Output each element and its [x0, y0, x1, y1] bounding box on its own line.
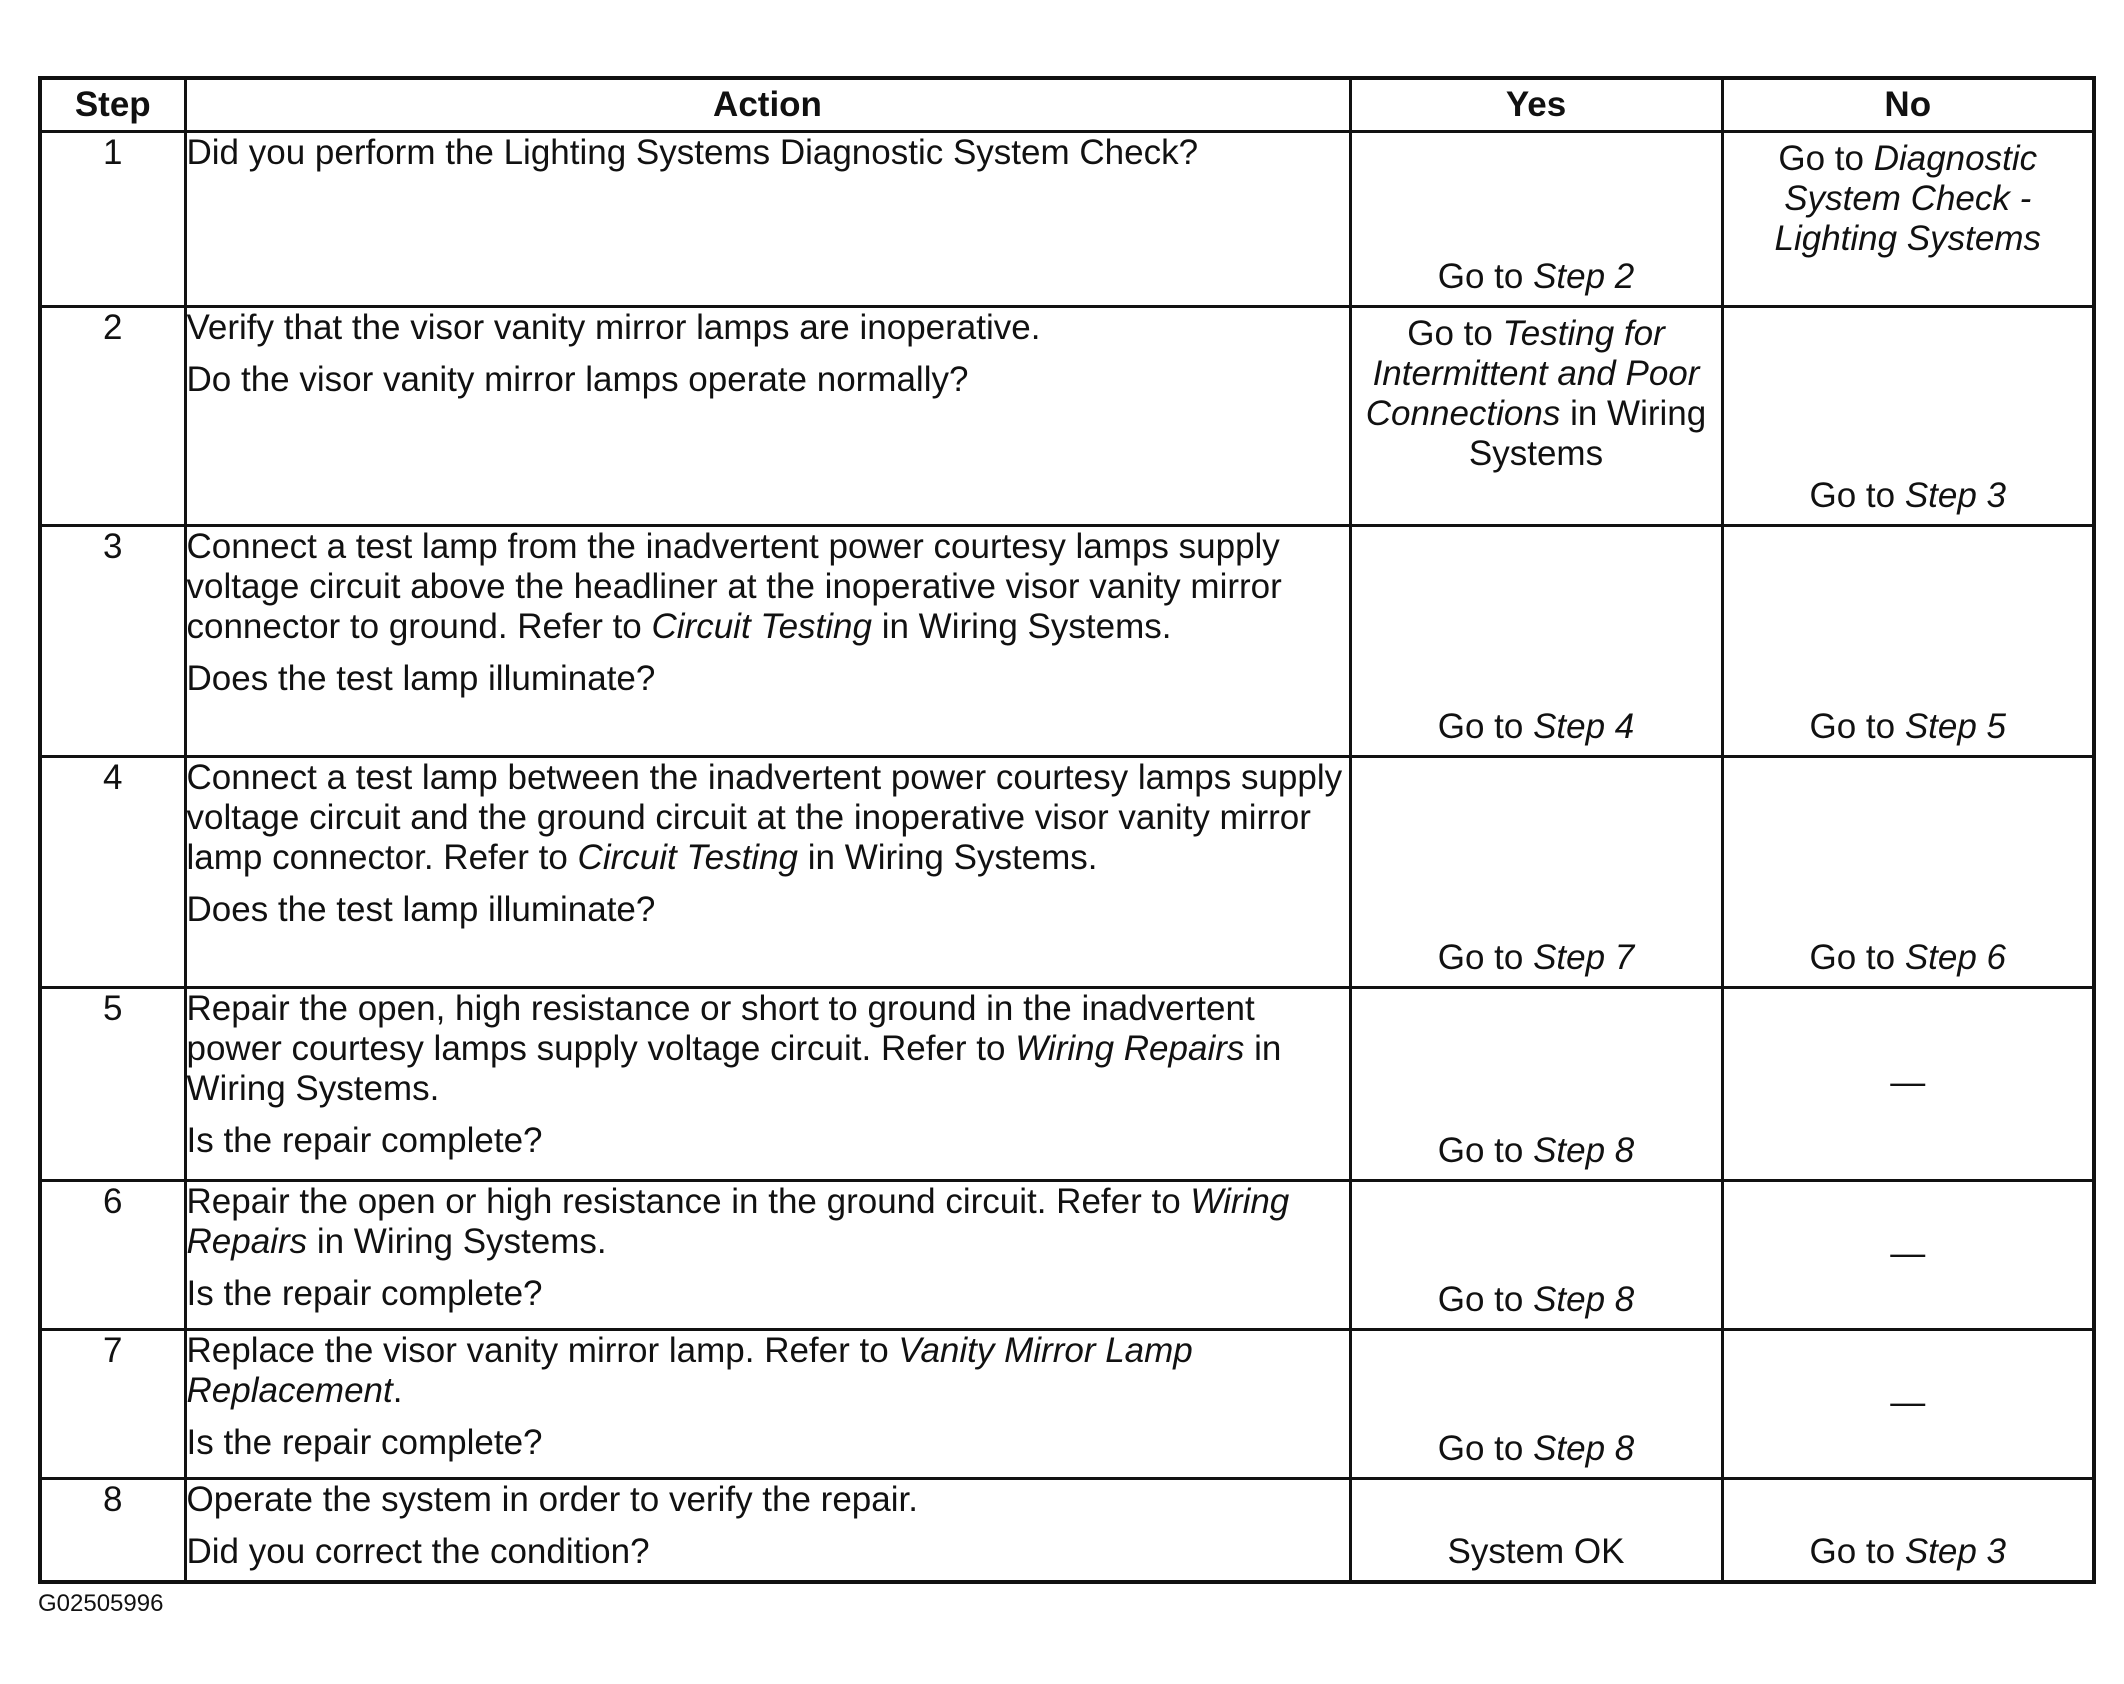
- step-row: [40, 988, 2094, 1181]
- reference-text: Step 8: [1533, 1131, 1635, 1170]
- step-number: 8: [40, 1479, 185, 1583]
- action-paragraph: [187, 1182, 1349, 1262]
- reference-text: Wiring Repairs: [186, 1182, 1290, 1261]
- yes-result-text: [1362, 1131, 1711, 1171]
- step-number: 4: [40, 757, 185, 988]
- text-segment: —: [1890, 1234, 1926, 1273]
- reference-text: Step 2: [1533, 257, 1635, 296]
- reference-text: Wiring Repairs: [1015, 1029, 1245, 1068]
- action-paragraph: [187, 308, 1349, 348]
- text-segment: Go to: [1809, 938, 1905, 977]
- no-result-content: [1724, 758, 2093, 986]
- no-result-content: [1724, 1480, 2093, 1580]
- reference-text: Step 3: [1904, 1532, 2007, 1571]
- yes-result-text: [1362, 1429, 1711, 1469]
- yes-result: [1350, 1479, 1722, 1583]
- text-segment: Go to: [1437, 707, 1534, 746]
- figure-code: G02505996: [38, 1590, 164, 1617]
- no-result: [1722, 1181, 2094, 1330]
- reference-text: Circuit Testing: [651, 607, 872, 646]
- action-paragraph: [187, 1532, 1349, 1572]
- action-paragraph: [187, 1480, 1349, 1520]
- yes-result: [1350, 1181, 1722, 1330]
- step-number: 6: [40, 1181, 185, 1330]
- yes-result: [1350, 1330, 1722, 1479]
- step-number: 7: [40, 1330, 185, 1479]
- yes-result-content: [1352, 133, 1721, 305]
- text-segment: Go to: [1809, 1532, 1905, 1571]
- step-number: 2: [40, 307, 185, 526]
- text-segment: —: [1890, 1063, 1926, 1102]
- reference-text: Vanity Mirror Lamp Replacement: [186, 1331, 1193, 1410]
- text-segment: Connect a test lamp from the inadvertent power courtesy lamps supply voltage circuit above the headliner at the inoperative visor vanity mirror connector to ground. Refer to: [186, 527, 1282, 646]
- text-segment: Is the repair complete?: [186, 1274, 543, 1313]
- no-result: [1722, 526, 2094, 757]
- reference-text: Testing for Intermittent and Poor Connections: [1365, 314, 1700, 433]
- reference-text: Step 8: [1533, 1429, 1635, 1468]
- no-result-text: [1734, 1063, 2083, 1103]
- text-segment: Go to: [1437, 257, 1534, 296]
- text-segment: Repair the open, high resistance or short to ground in the inadvertent power courtesy lamps supply voltage circuit. Refer to: [186, 989, 1255, 1068]
- yes-result: [1350, 757, 1722, 988]
- diagnostic-table: [38, 76, 2096, 1584]
- action-cell: [185, 1181, 1350, 1330]
- yes-result: [1350, 988, 1722, 1181]
- text-segment: Go to: [1437, 1131, 1534, 1170]
- text-segment: Is the repair complete?: [186, 1121, 543, 1160]
- text-segment: Did you correct the condition?: [186, 1532, 650, 1571]
- step-number: 3: [40, 526, 185, 757]
- no-result: [1722, 1479, 2094, 1583]
- action-cell: [185, 757, 1350, 988]
- text-segment: in Wiring Systems.: [871, 607, 1172, 646]
- text-segment: Connect a test lamp between the inadvertent power courtesy lamps supply voltage circuit and the ground circuit at the inoperative visor vanity mirror lamp connector. Refer to: [186, 758, 1343, 877]
- no-result-text: [1734, 139, 2083, 259]
- action-paragraph: [187, 1423, 1349, 1463]
- action-cell: [185, 1330, 1350, 1479]
- no-result: [1722, 132, 2094, 307]
- yes-result-text: [1362, 938, 1711, 978]
- header-yes: Yes: [1350, 78, 1722, 132]
- action-paragraph: [187, 527, 1349, 647]
- text-segment: Go to: [1809, 476, 1905, 515]
- text-segment: in Wiring Systems.: [307, 1222, 607, 1261]
- text-segment: in Wiring Systems.: [186, 1029, 1282, 1108]
- text-segment: Is the repair complete?: [186, 1423, 543, 1462]
- reference-text: Step 4: [1533, 707, 1635, 746]
- step-row: [40, 526, 2094, 757]
- header-no: No: [1722, 78, 2094, 132]
- action-paragraph: [187, 360, 1349, 400]
- reference-text: Step 8: [1533, 1280, 1635, 1319]
- no-result-content: [1724, 133, 2093, 305]
- no-result-content: [1724, 527, 2093, 755]
- text-segment: Repair the open or high resistance in the ground circuit. Refer to: [186, 1182, 1191, 1221]
- yes-result: [1350, 132, 1722, 307]
- yes-result-text: [1362, 257, 1711, 297]
- text-segment: System OK: [1447, 1532, 1625, 1571]
- yes-result-content: [1352, 1331, 1721, 1477]
- reference-text: Step 6: [1904, 938, 2007, 977]
- step-number: 5: [40, 988, 185, 1181]
- action-paragraph: [187, 989, 1349, 1109]
- no-result-text: [1734, 707, 2083, 747]
- yes-result-content: [1352, 758, 1721, 986]
- action-cell: [185, 307, 1350, 526]
- action-paragraph: [187, 659, 1349, 699]
- yes-result: [1350, 307, 1722, 526]
- text-segment: —: [1890, 1383, 1926, 1422]
- reference-text: Step 7: [1533, 938, 1635, 977]
- no-result-content: [1724, 1331, 2093, 1477]
- text-segment: in Wiring Systems: [1468, 394, 1707, 473]
- no-result: [1722, 757, 2094, 988]
- action-cell: [185, 132, 1350, 307]
- text-segment: Go to: [1809, 707, 1905, 746]
- text-segment: Go to: [1778, 139, 1874, 178]
- header-row: [40, 78, 2094, 132]
- no-result-text: [1734, 938, 2083, 978]
- text-segment: Go to: [1437, 1280, 1534, 1319]
- yes-result-text: [1362, 314, 1711, 474]
- text-segment: .: [392, 1371, 403, 1410]
- header-step: Step: [40, 78, 185, 132]
- yes-result-content: [1352, 527, 1721, 755]
- no-result-text: [1734, 476, 2083, 516]
- text-segment: Does the test lamp illuminate?: [186, 890, 656, 929]
- action-cell: [185, 526, 1350, 757]
- action-paragraph: [187, 133, 1349, 173]
- action-cell: [185, 1479, 1350, 1583]
- text-segment: Go to: [1437, 1429, 1534, 1468]
- reference-text: Circuit Testing: [577, 838, 799, 877]
- yes-result-content: [1352, 1480, 1721, 1580]
- step-number: 1: [40, 132, 185, 307]
- action-paragraph: [187, 1274, 1349, 1314]
- step-row: [40, 307, 2094, 526]
- text-segment: Replace the visor vanity mirror lamp. Refer to: [186, 1331, 899, 1370]
- no-result-content: [1724, 308, 2093, 524]
- text-segment: in Wiring Systems.: [798, 838, 1098, 877]
- yes-result-text: [1362, 707, 1711, 747]
- action-paragraph: [187, 758, 1349, 878]
- header-action: Action: [185, 78, 1350, 132]
- yes-result-content: [1352, 308, 1721, 524]
- step-row: [40, 1181, 2094, 1330]
- no-result: [1722, 988, 2094, 1181]
- yes-result-text: [1362, 1532, 1711, 1572]
- reference-text: Step 3: [1904, 476, 2007, 515]
- no-result-text: [1734, 1383, 2083, 1423]
- yes-result-content: [1352, 989, 1721, 1179]
- text-segment: Go to: [1437, 938, 1534, 977]
- action-cell: [185, 988, 1350, 1181]
- text-segment: Verify that the visor vanity mirror lamps are inoperative.: [186, 308, 1041, 347]
- no-result-content: [1724, 989, 2093, 1179]
- action-paragraph: [187, 1121, 1349, 1161]
- step-row: [40, 1330, 2094, 1479]
- step-row: [40, 757, 2094, 988]
- text-segment: Operate the system in order to verify the repair.: [186, 1480, 918, 1519]
- yes-result: [1350, 526, 1722, 757]
- action-paragraph: [187, 1331, 1349, 1411]
- text-segment: Do the visor vanity mirror lamps operate normally?: [186, 360, 969, 399]
- action-paragraph: [187, 890, 1349, 930]
- no-result-content: [1724, 1182, 2093, 1328]
- reference-text: Step 5: [1904, 707, 2007, 746]
- no-result-text: [1734, 1234, 2083, 1274]
- text-segment: Go to: [1407, 314, 1503, 353]
- yes-result-content: [1352, 1182, 1721, 1328]
- no-result-text: [1734, 1532, 2083, 1572]
- text-segment: Does the test lamp illuminate?: [186, 659, 656, 698]
- no-result: [1722, 307, 2094, 526]
- reference-text: Diagnostic System Check - Lighting Systems: [1774, 139, 2042, 258]
- text-segment: Did you perform the Lighting Systems Diagnostic System Check?: [186, 133, 1199, 172]
- step-row: [40, 132, 2094, 307]
- yes-result-text: [1362, 1280, 1711, 1320]
- step-row: [40, 1479, 2094, 1583]
- no-result: [1722, 1330, 2094, 1479]
